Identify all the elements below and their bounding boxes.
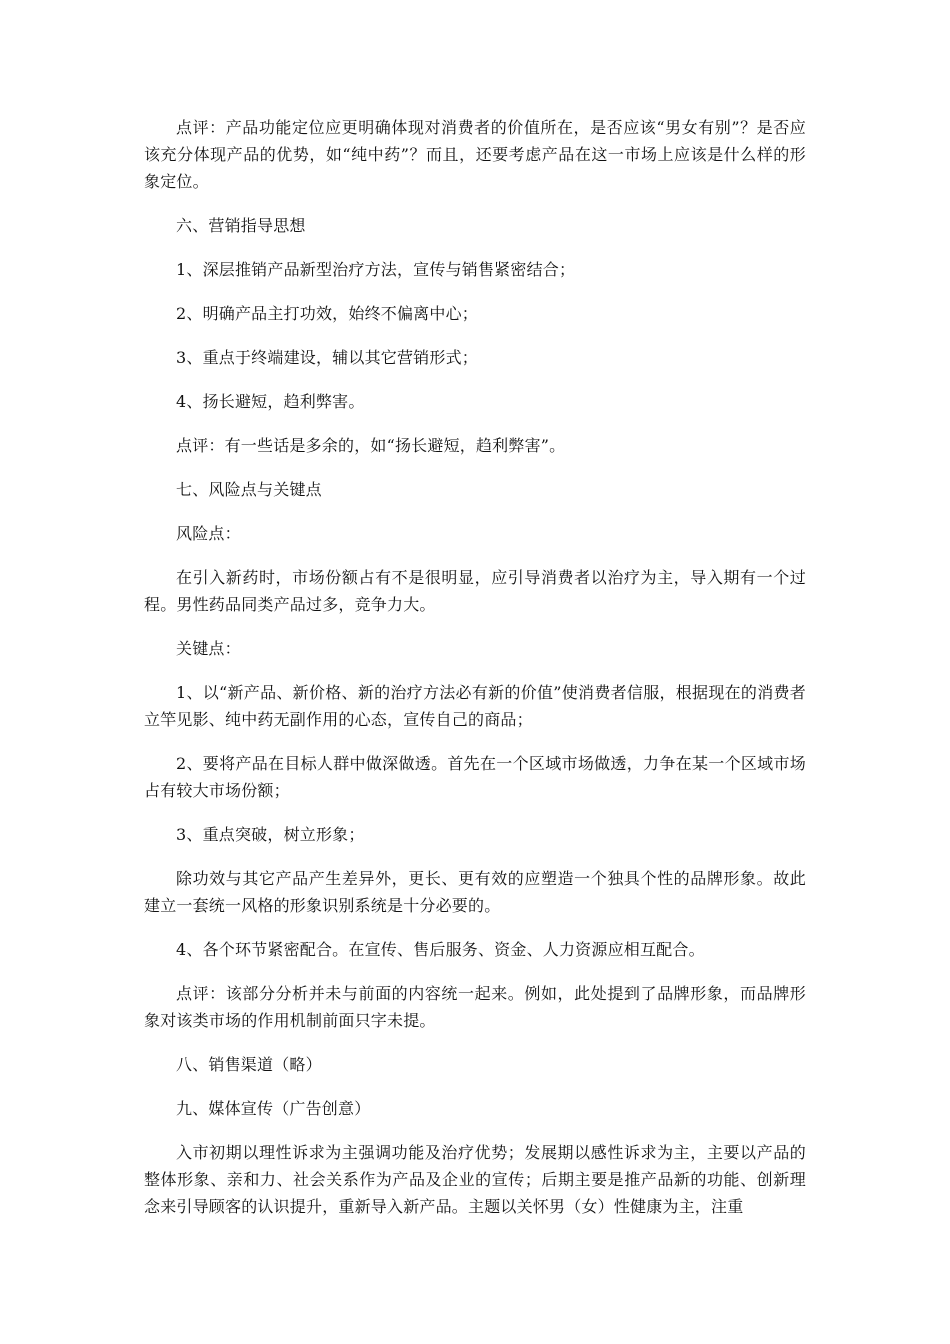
comment-paragraph: 点评：产品功能定位应更明确体现对消费者的价值所在，是否应该“男女有别”？是否应该充分体现产品的优势，如“纯中药”？而且，还要考虑产品在这一市场上应该是什么样的形象定位。	[144, 118, 806, 191]
section-heading: 六、营销指导思想	[176, 216, 306, 235]
list-item: 2、明确产品主打功效，始终不偏离中心；	[176, 304, 478, 323]
document-body	[144, 114, 806, 1237]
list-item: 3、重点突破，树立形象；	[176, 825, 365, 844]
comment-paragraph: 点评：该部分分析并未与前面的内容统一起来。例如，此处提到了品牌形象，而品牌形象对该类市场的作用机制前面只字未提。	[144, 984, 806, 1030]
list-item: 2、要将产品在目标人群中做深做透。首先在一个区域市场做透，力争在某一个区域市场占有较大市场份额；	[144, 754, 806, 800]
body-paragraph: 在引入新药时，市场份额占有不是很明显，应引导消费者以治疗为主，导入期有一个过程。男性药品同类产品过多，竞争力大。	[144, 568, 806, 614]
section-heading: 九、媒体宣传（广告创意）	[176, 1099, 371, 1118]
comment-paragraph: 点评：有一些话是多余的，如“扬长避短，趋利弊害”。	[176, 436, 566, 455]
body-paragraph: 除功效与其它产品产生差异外，更长、更有效的应塑造一个独具个性的品牌形象。故此建立一套统一风格的形象识别系统是十分必要的。	[144, 869, 806, 915]
subheading: 关键点：	[176, 639, 241, 658]
list-item: 3、重点于终端建设，辅以其它营销形式；	[176, 348, 478, 367]
list-item: 1、以“新产品、新价格、新的治疗方法必有新的价值”使消费者信服，根据现在的消费者立竿见影、纯中药无副作用的心态，宣传自己的商品；	[144, 683, 806, 729]
list-item: 1、深层推销产品新型治疗方法，宣传与销售紧密结合；	[176, 260, 576, 279]
list-item: 4、各个环节紧密配合。在宣传、售后服务、资金、人力资源应相互配合。	[176, 940, 705, 959]
section-heading: 七、风险点与关键点	[176, 480, 322, 499]
body-paragraph: 入市初期以理性诉求为主强调功能及治疗优势；发展期以感性诉求为主，主要以产品的整体形象、亲和力、社会关系作为产品及企业的宣传；后期主要是推产品新的功能、创新理念来引导顾客的认识提升，重新导入新产品。主题以关怀男（女）性健康为主，注重	[144, 1143, 806, 1216]
subheading: 风险点：	[176, 524, 241, 543]
list-item: 4、扬长避短，趋利弊害。	[176, 392, 365, 411]
section-heading: 八、销售渠道（略）	[176, 1055, 322, 1074]
